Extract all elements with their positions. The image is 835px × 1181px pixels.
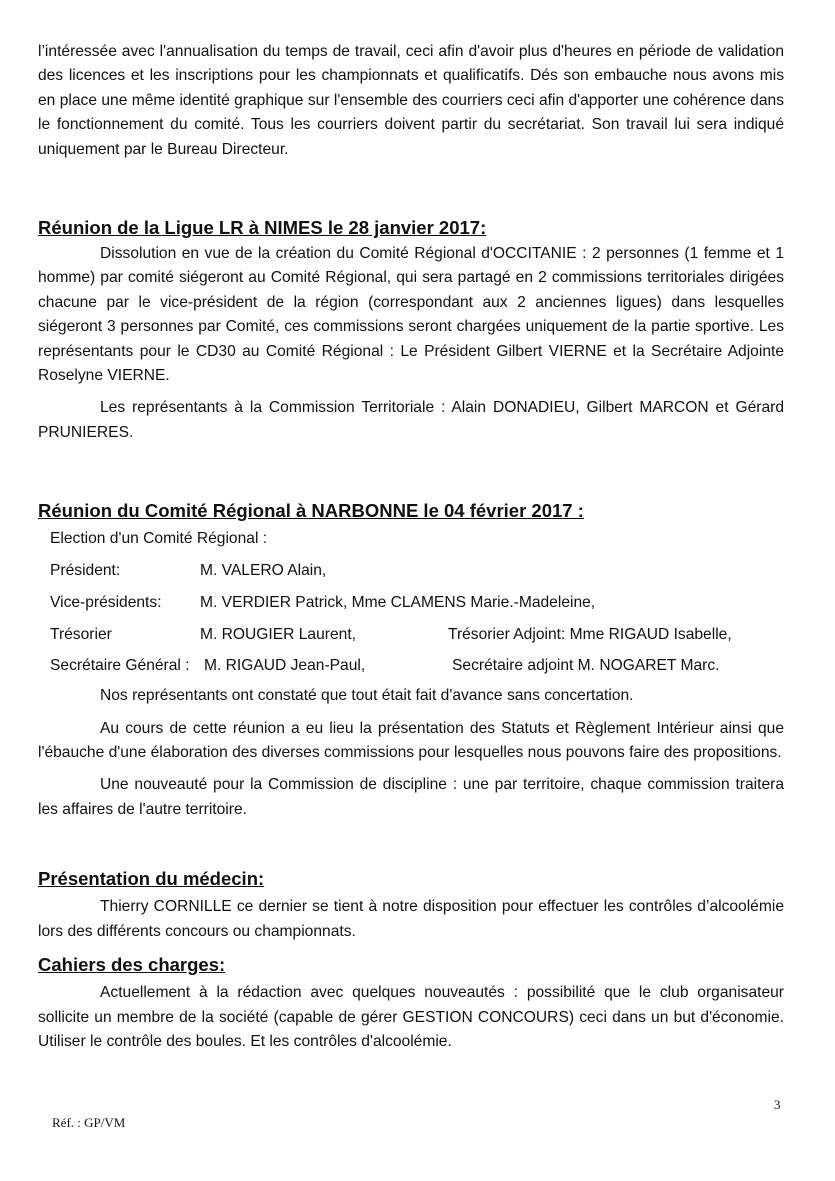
comite-paragraph-3: Une nouveauté pour la Commission de discipline : une par territoire, chaque commission traitera les affaires de l'autre territoire. bbox=[38, 776, 784, 818]
page-number: 3 bbox=[774, 1097, 781, 1112]
heading-reunion-comite: Réunion du Comité Régional à NARBONNE le 04 février 2017 : bbox=[38, 500, 584, 522]
secretaire-general-label: Secrétaire Général : bbox=[50, 657, 190, 675]
document-page bbox=[38, 40, 784, 1054]
heading-cahiers-charges: Cahiers des charges: bbox=[38, 954, 226, 976]
election-board bbox=[38, 527, 784, 679]
reference-footer: Réf. : GP/VM bbox=[52, 1115, 126, 1130]
ligue-paragraph-1: Dissolution en vue de la création du Comité Régional d'OCCITANIE : 2 personnes (1 femme et 1 homme) par comité siégeront au Comité Régional, qui sera partagé en 2 commissions territoriales dirigées chacune par le vice-président de la région (correspondant aux 2 anciennes ligues) dans lesquelles siégeront 3 personnes par Comité, ces commissions seront chargées uniquement de la partie sportive. Les représentants pour le CD30 au Comité Régional : Le Président Gilbert VIERNE et la Secrétaire Adjointe Roselyne VIERNE. bbox=[38, 245, 784, 385]
president-label: Président: bbox=[50, 562, 121, 580]
ligue-paragraph-2: Les représentants à la Commission Territoriale : Alain DONADIEU, Gilbert MARCON et Gérard PRUNIERES. bbox=[38, 399, 784, 441]
cahiers-paragraph: Actuellement à la rédaction avec quelques nouveautés : possibilité que le club organisateur sollicite un membre de la société (capable de gérer GESTION CONCOURS) ceci dans un but d'économie. Utiliser le contrôle des boules. Et les contrôles d'alcoolémie. bbox=[38, 984, 784, 1050]
president-row bbox=[50, 559, 784, 583]
election-line bbox=[50, 527, 784, 551]
medecin-paragraph: Thierry CORNILLE ce dernier se tient à notre disposition pour effectuer les contrôles d’alcoolémie lors des différents concours ou championnats. bbox=[38, 898, 784, 940]
tresorier-value: M. ROUGIER Laurent, bbox=[200, 625, 356, 643]
election-text: Election d'un Comité Régional : bbox=[50, 530, 268, 548]
heading-presentation-medecin: Présentation du médecin: bbox=[38, 868, 265, 890]
comite-paragraph-2: Au cours de cette réunion a eu lieu la présentation des Statuts et Règlement Intérieur ainsi que l'ébauche d'une élaboration des diverses commissions pour lesquelles nous pouvons faire des propositions. bbox=[38, 719, 784, 762]
heading-reunion-ligue: Réunion de la Ligue LR à NIMES le 28 janvier 2017: bbox=[38, 217, 487, 239]
intro-paragraph: l’intéressée avec l'annualisation du temps de travail, ceci afin d'avoir plus d'heures en période de validation des licences et les inscriptions pour les championnats et qualificatifs. Dés son embauche nous avons mis en place une même identité graphique sur l'ensemble des courriers ceci afin d'apporter une cohérence dans le fonctionnement du comité. Tous les courriers doivent partir du secrétariat. Son travail lui sera indiqué uniquement par le Bureau Directeur. bbox=[38, 43, 784, 158]
vice-president-value: M. VERDIER Patrick, Mme CLAMENS Marie.-Madeleine, bbox=[200, 593, 596, 611]
tresorier-adjoint: Trésorier Adjoint: Mme RIGAUD Isabelle, bbox=[448, 625, 732, 643]
vice-president-label: Vice-présidents: bbox=[50, 593, 162, 611]
secretaire-row bbox=[50, 654, 784, 678]
comite-paragraph-1: Nos représentants ont constaté que tout était fait d'avance sans concertation. bbox=[100, 687, 634, 705]
secretaire-general-value: M. RIGAUD Jean-Paul, bbox=[204, 657, 366, 675]
tresorier-row bbox=[50, 623, 784, 647]
vice-president-row bbox=[50, 591, 784, 615]
secretaire-adjoint: Secrétaire adjoint M. NOGARET Marc. bbox=[452, 657, 720, 675]
tresorier-label: Trésorier bbox=[50, 625, 112, 643]
president-value: M. VALERO Alain, bbox=[200, 562, 327, 580]
